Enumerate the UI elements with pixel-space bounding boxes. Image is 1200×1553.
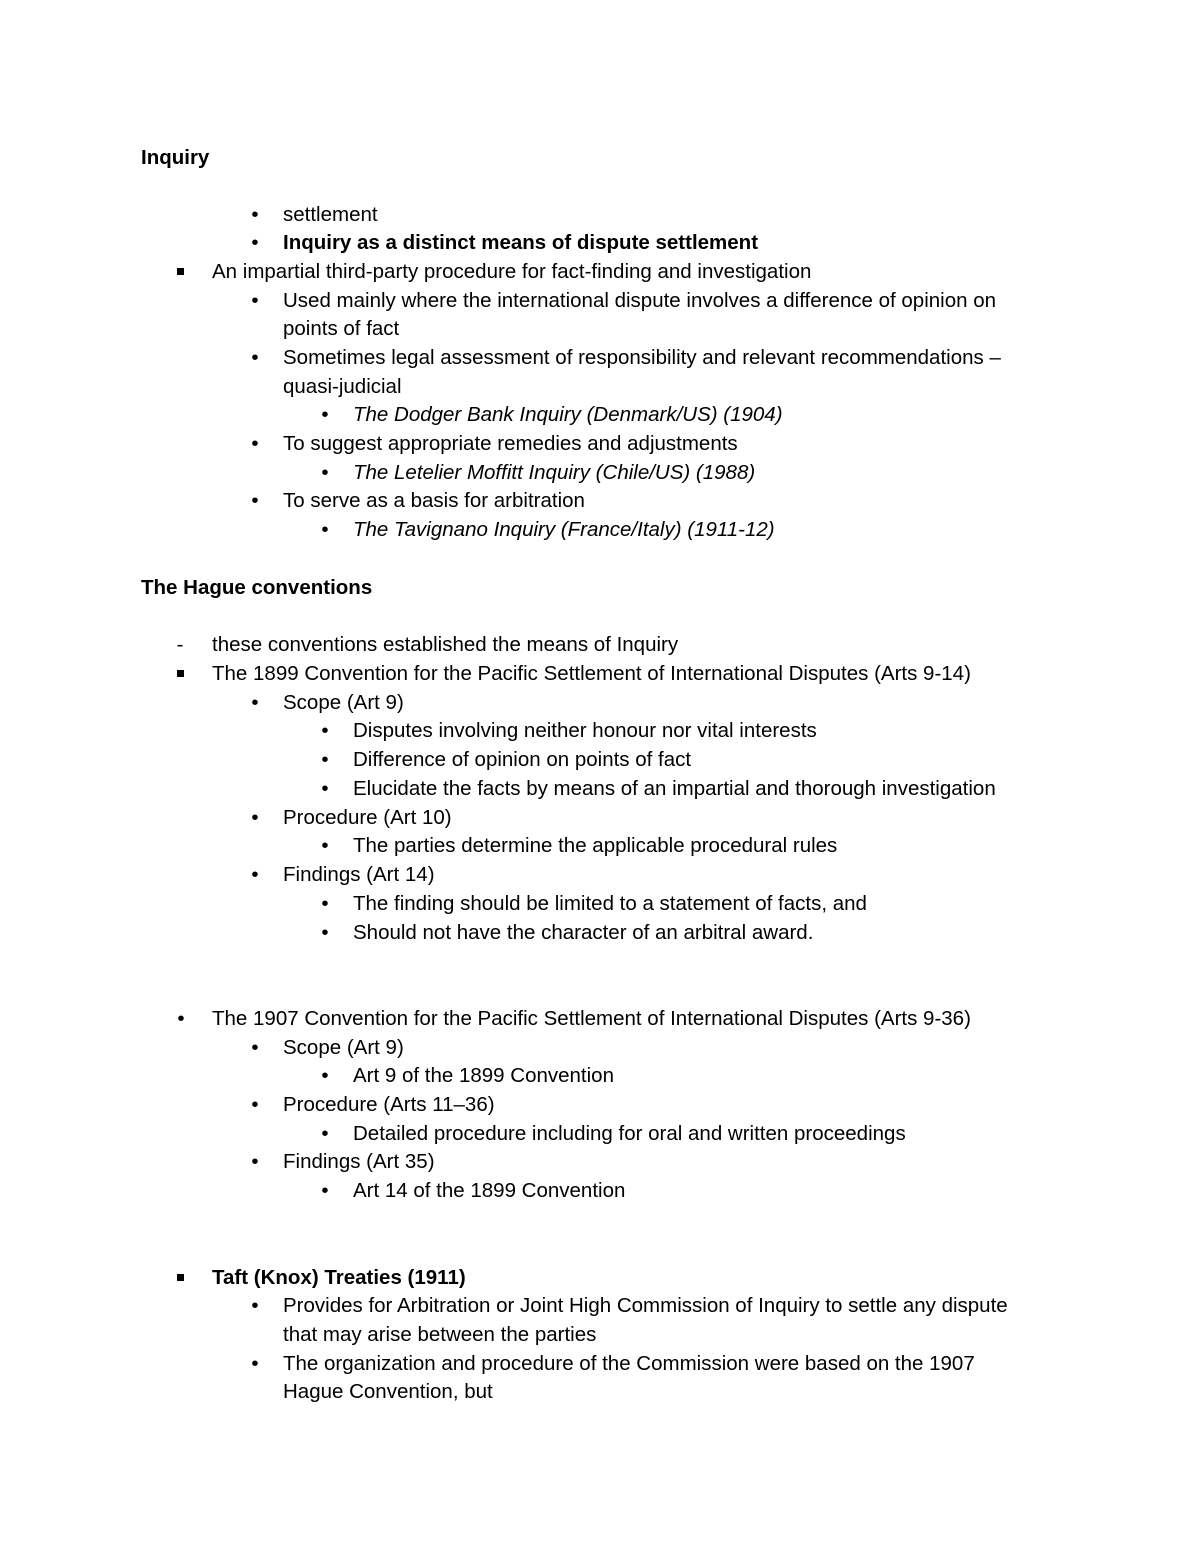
list-item-text: Elucidate the facts by means of an impartial and thorough investigation	[353, 777, 996, 800]
list-item-text: To serve as a basis for arbitration	[283, 489, 585, 512]
bullet-icon: •	[251, 346, 259, 369]
list-item-text: Scope (Art 9)	[283, 1036, 404, 1059]
list-item	[0, 1061, 1200, 1090]
list-item	[0, 515, 1200, 544]
list-item	[0, 688, 1200, 717]
list-item	[0, 831, 1200, 860]
bullet-icon: •	[321, 461, 329, 484]
list-item-text: Taft (Knox) Treaties (1911)	[212, 1266, 466, 1289]
list-item	[0, 429, 1200, 458]
list-item	[0, 889, 1200, 918]
list-item-continuation	[0, 372, 1200, 401]
list-item	[0, 1004, 1200, 1033]
list-item-text: points of fact	[283, 317, 400, 340]
list-item	[0, 1090, 1200, 1119]
list-item	[0, 1147, 1200, 1176]
list-item	[0, 716, 1200, 745]
heading-hague-conventions	[0, 573, 1200, 602]
list-item	[0, 1291, 1200, 1320]
list-item-text: Used mainly where the international dispute involves a difference of opinion on	[283, 289, 997, 312]
list-item-text: The 1907 Convention for the Pacific Settlement of International Disputes (Arts 9-36)	[212, 1007, 971, 1030]
list-item-text: Inquiry as a distinct means of dispute settlement	[283, 231, 759, 254]
list-item-continuation	[0, 314, 1200, 343]
list-item-text: Procedure (Art 10)	[283, 806, 452, 829]
list-item-text: The parties determine the applicable procedural rules	[353, 834, 838, 857]
list-item	[0, 257, 1200, 286]
list-item-text: quasi-judicial	[283, 375, 402, 398]
list-item-text: that may arise between the parties	[283, 1323, 597, 1346]
bullet-icon: •	[251, 1093, 259, 1116]
bullet-icon: •	[321, 921, 329, 944]
bullet-icon: •	[321, 719, 329, 742]
bullet-icon: •	[251, 1036, 259, 1059]
list-item	[0, 1119, 1200, 1148]
bullet-icon: •	[251, 289, 259, 312]
list-item-text: Disputes involving neither honour nor vital interests	[353, 719, 817, 742]
list-item	[0, 860, 1200, 889]
list-item-text: Procedure (Arts 11–36)	[283, 1093, 495, 1116]
heading-text: The Hague conventions	[141, 576, 373, 599]
list-item-text: these conventions established the means of Inquiry	[212, 633, 679, 656]
case-citation: The Letelier Moffitt Inquiry (Chile/US) (1988)	[353, 461, 756, 484]
bullet-icon: •	[251, 863, 259, 886]
list-item	[0, 630, 1200, 659]
list-item	[0, 458, 1200, 487]
bullet-icon: •	[321, 892, 329, 915]
list-item	[0, 286, 1200, 315]
list-item	[0, 1263, 1200, 1292]
case-citation: The Tavignano Inquiry (France/Italy) (1911-12)	[353, 518, 775, 541]
bullet-icon: •	[251, 691, 259, 714]
dash-icon: -	[176, 633, 184, 656]
bullet-icon: •	[251, 1150, 259, 1173]
list-item-text: An impartial third-party procedure for fact-finding and investigation	[212, 260, 812, 283]
list-item	[0, 1349, 1200, 1378]
list-item-text: Scope (Art 9)	[283, 691, 404, 714]
list-item-text: The finding should be limited to a statement of facts, and	[353, 892, 867, 915]
square-bullet-icon	[177, 670, 184, 677]
list-item-continuation	[0, 1320, 1200, 1349]
list-item-text: Sometimes legal assessment of responsibility and relevant recommendations –	[283, 346, 1001, 369]
list-item	[0, 343, 1200, 372]
list-item-text: Should not have the character of an arbitral award.	[353, 921, 814, 944]
bullet-icon: •	[321, 1179, 329, 1202]
bullet-icon: •	[321, 834, 329, 857]
list-item-text: Detailed procedure including for oral and written proceedings	[353, 1122, 906, 1145]
bullet-icon: •	[321, 1122, 329, 1145]
list-item-continuation	[0, 1377, 1200, 1406]
bullet-icon: •	[321, 777, 329, 800]
list-item-text: Art 14 of the 1899 Convention	[353, 1179, 626, 1202]
bullet-icon: •	[321, 403, 329, 426]
list-item-text: To suggest appropriate remedies and adjustments	[283, 432, 738, 455]
list-item-text: Provides for Arbitration or Joint High Commission of Inquiry to settle any dispute	[283, 1294, 1008, 1317]
list-item-text: Art 9 of the 1899 Convention	[353, 1064, 614, 1087]
bullet-icon: •	[321, 518, 329, 541]
bullet-icon: •	[251, 203, 259, 226]
bullet-icon: •	[321, 748, 329, 771]
list-item-text: Findings (Art 35)	[283, 1150, 435, 1173]
square-bullet-icon	[177, 1274, 184, 1281]
bullet-icon: •	[251, 806, 259, 829]
list-item	[0, 745, 1200, 774]
bullet-icon: •	[251, 1352, 259, 1375]
list-item	[0, 774, 1200, 803]
list-item	[0, 200, 1200, 229]
list-item	[0, 1176, 1200, 1205]
list-item	[0, 803, 1200, 832]
list-item-text: The organization and procedure of the Commission were based on the 1907	[283, 1352, 975, 1375]
list-item-text: Difference of opinion on points of fact	[353, 748, 692, 771]
list-item	[0, 228, 1200, 257]
list-item	[0, 659, 1200, 688]
bullet-icon: •	[251, 489, 259, 512]
list-item-text: settlement	[283, 203, 378, 226]
bullet-icon: •	[321, 1064, 329, 1087]
list-item-text: Hague Convention, but	[283, 1380, 493, 1403]
list-item	[0, 1033, 1200, 1062]
case-citation: The Dodger Bank Inquiry (Denmark/US) (1904)	[353, 403, 783, 426]
list-item	[0, 400, 1200, 429]
heading-inquiry	[0, 143, 1200, 172]
heading-text: Inquiry	[141, 146, 210, 169]
bullet-icon: •	[251, 432, 259, 455]
list-item	[0, 918, 1200, 947]
list-item	[0, 486, 1200, 515]
bullet-icon: •	[251, 231, 259, 254]
list-item-text: Findings (Art 14)	[283, 863, 435, 886]
bullet-icon: •	[251, 1294, 259, 1317]
bullet-icon: •	[177, 1007, 185, 1030]
square-bullet-icon	[177, 268, 184, 275]
list-item-text: The 1899 Convention for the Pacific Settlement of International Disputes (Arts 9-14)	[212, 662, 971, 685]
